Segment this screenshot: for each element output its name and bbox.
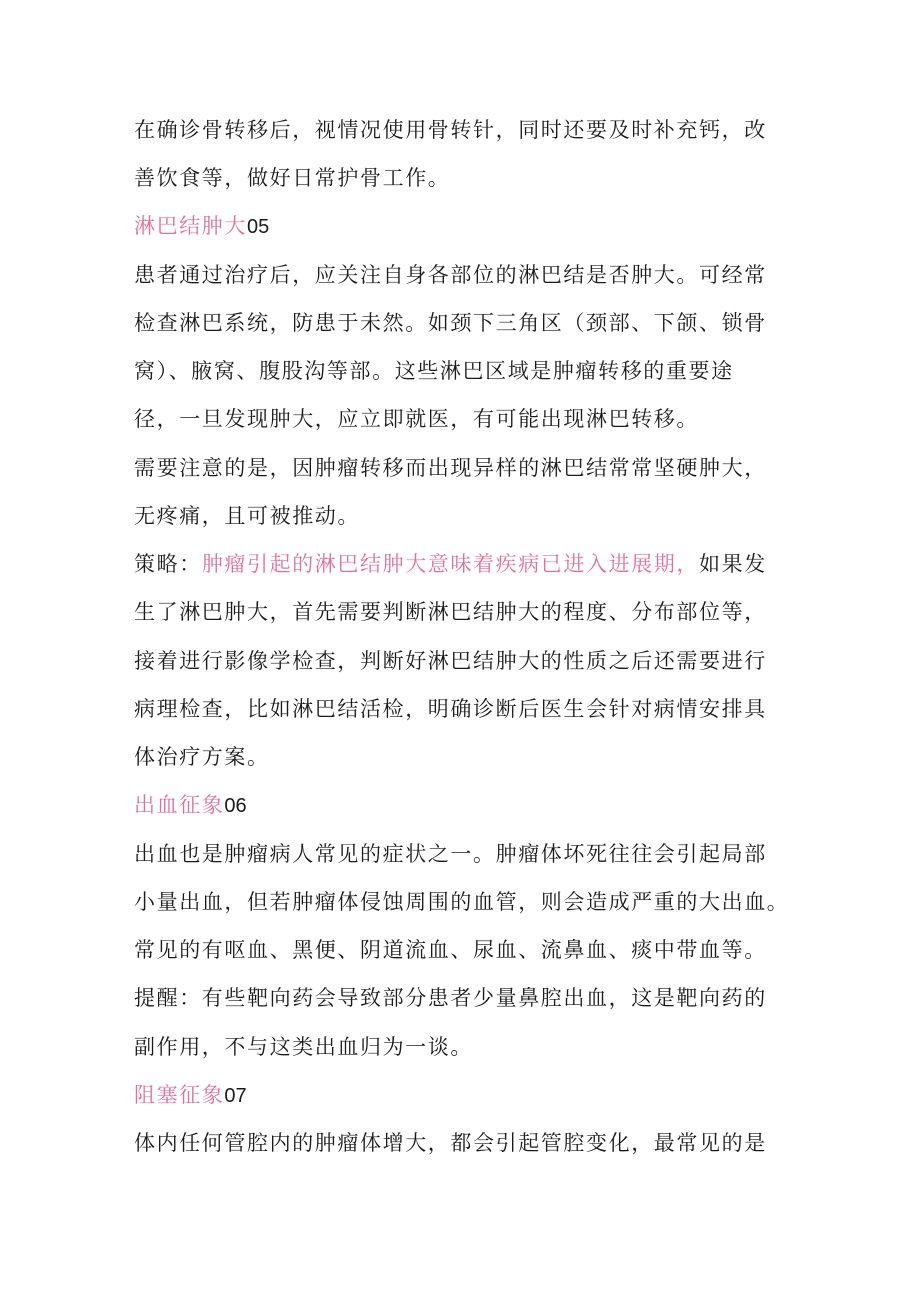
strategy-rest: 如果发 bbox=[699, 552, 767, 576]
paragraph-line: 提醒：有些靶向药会导致部分患者少量鼻腔出血，这是靶向药的 bbox=[134, 986, 767, 1010]
paragraph-line: 病理检查，比如淋巴结活检，明确诊断后医生会针对病情安排具 bbox=[134, 697, 767, 721]
paragraph-line: 小量出血，但若肿瘤体侵蚀周围的血管，则会造成严重的大出血。 bbox=[134, 890, 790, 914]
section-heading-number: 06 bbox=[224, 795, 247, 817]
section-heading-number: 05 bbox=[247, 216, 270, 238]
paragraph-line: 出血也是肿瘤病人常见的症状之一。肿瘤体坏死往往会引起局部 bbox=[134, 842, 767, 866]
strategy-highlight: 肿瘤引起的淋巴结肿大意味着疾病已进入进展期， bbox=[201, 552, 700, 576]
section-heading-title: 淋巴结肿大 bbox=[134, 214, 247, 238]
strategy-line bbox=[134, 550, 767, 578]
paragraph-line: 善饮食等，做好日常护骨工作。 bbox=[134, 166, 451, 190]
section-heading-title: 出血征象 bbox=[134, 793, 225, 817]
paragraph-line: 检查淋巴系统，防患于未然。如颈下三角区（颈部、下颌、锁骨 bbox=[134, 311, 767, 335]
section-heading-bleeding bbox=[134, 791, 247, 820]
paragraph-line: 体治疗方案。 bbox=[134, 745, 270, 769]
paragraph-line: 无疼痛，且可被推动。 bbox=[134, 504, 360, 528]
paragraph-line: 体内任何管腔内的肿瘤体增大，都会引起管腔变化，最常见的是 bbox=[134, 1131, 767, 1155]
section-heading-lymph bbox=[134, 212, 269, 241]
section-heading-title: 阻塞征象 bbox=[134, 1083, 225, 1107]
paragraph-line: 在确诊骨转移后，视情况使用骨转针，同时还要及时补充钙，改 bbox=[134, 118, 767, 142]
paragraph-line: 生了淋巴肿大，首先需要判断淋巴结肿大的程度、分布部位等， bbox=[134, 600, 767, 624]
paragraph-line: 径，一旦发现肿大，应立即就医，有可能出现淋巴转移。 bbox=[134, 407, 699, 431]
paragraph-line: 患者通过治疗后，应关注自身各部位的淋巴结是否肿大。可经常 bbox=[134, 263, 767, 287]
paragraph-line: 常见的有呕血、黑便、阴道流血、尿血、流鼻血、痰中带血等。 bbox=[134, 938, 767, 962]
paragraph-line: 需要注意的是，因肿瘤转移而出现异样的淋巴结常常坚硬肿大， bbox=[134, 456, 767, 480]
paragraph-line: 窝）、腋窝、腹股沟等部。这些淋巴区域是肿瘤转移的重要途 bbox=[134, 359, 734, 383]
paragraph-line: 副作用，不与这类出血归为一谈。 bbox=[134, 1035, 473, 1059]
section-heading-number: 07 bbox=[224, 1085, 247, 1107]
section-heading-obstruction bbox=[134, 1081, 247, 1110]
paragraph-line: 接着进行影像学检查，判断好淋巴结肿大的性质之后还需要进行 bbox=[134, 649, 767, 673]
strategy-label: 策略： bbox=[134, 552, 202, 576]
